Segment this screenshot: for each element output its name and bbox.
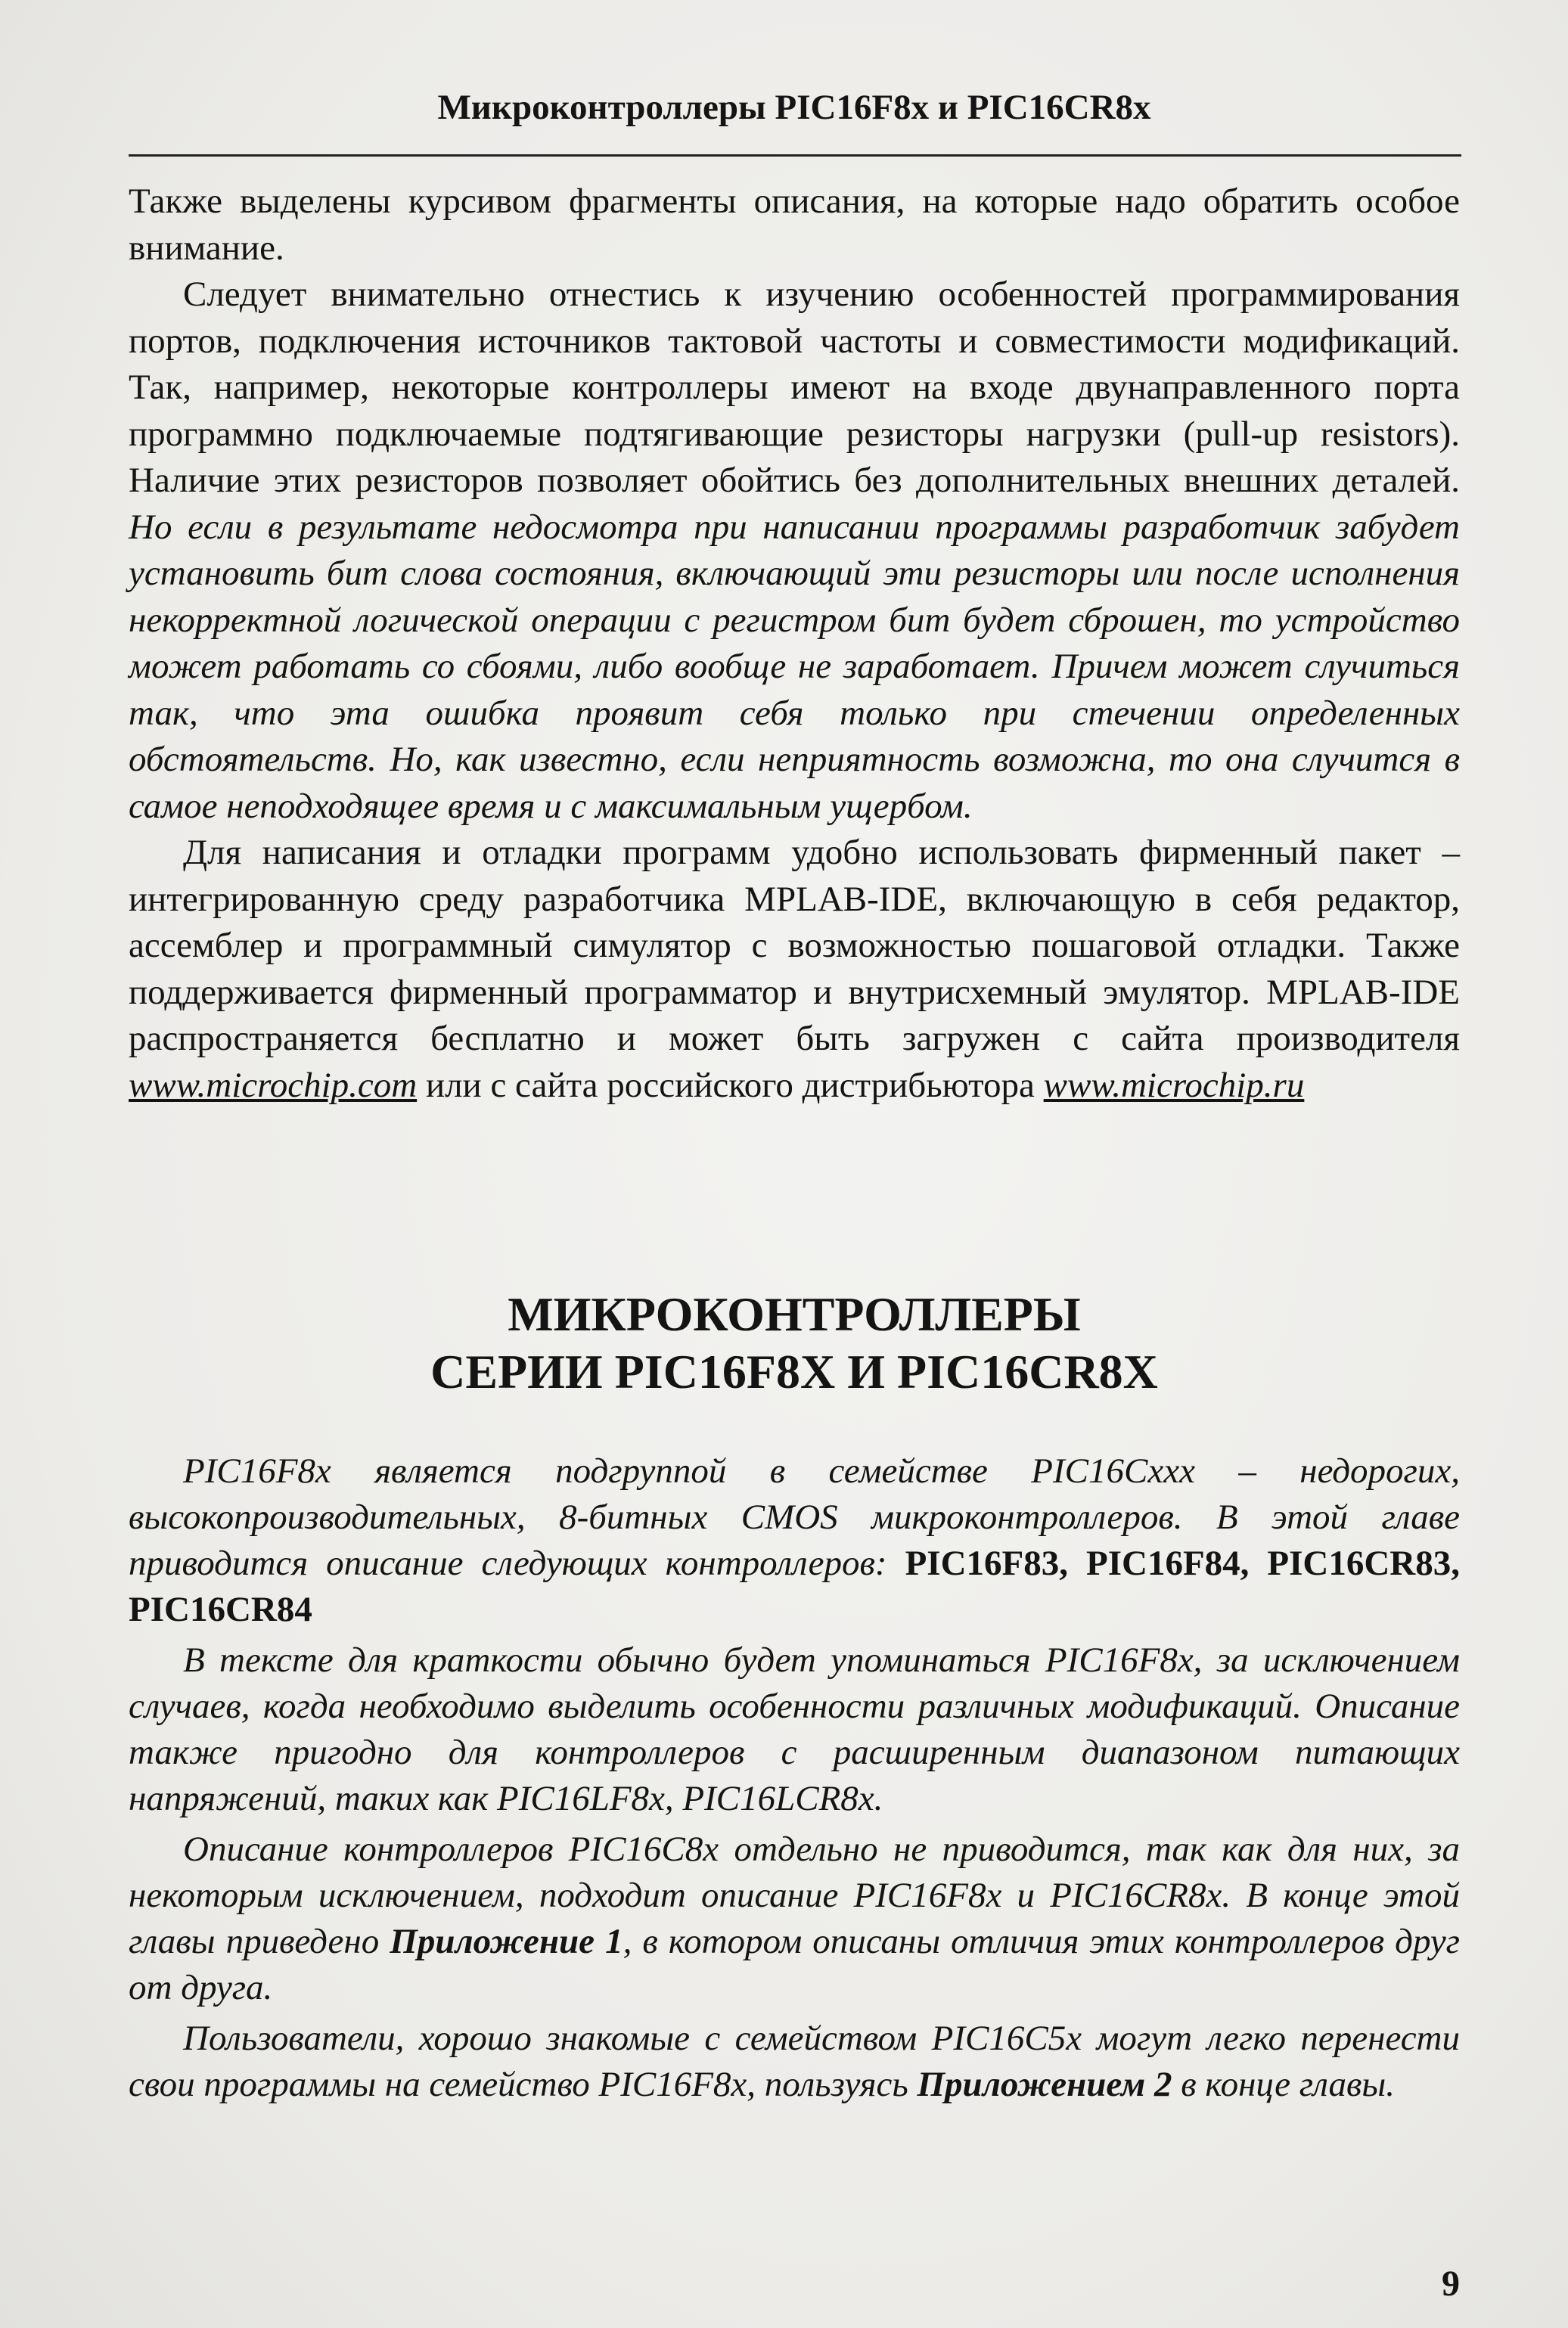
appendix-1-ref: Приложение 1 xyxy=(390,1922,623,1961)
paragraph-ports-text: Следует внимательно отнестись к изучению особенностей программирования портов, подключения источников тактовой частоты и совместимости модификаций. Так, например, некоторые контроллеры имеют на входе двунаправленного порта программно подключаемые подтягивающие резисторы нагрузки (pull-up resistors). Наличие этих резисторов позволяет обойтись без дополнительных внешних деталей. xyxy=(129,275,1460,500)
section-title xyxy=(129,1286,1460,1401)
link-microchip-ru[interactable]: www.microchip.ru xyxy=(1043,1065,1305,1105)
header-rule xyxy=(129,154,1461,157)
paragraph-mplab-text: Для написания и отладки программ удобно использовать фирменный пакет – интегрированную среду разработчика MPLAB-IDE, включающую в себя редактор, ассемблер и программный симулятор с возможностью пошаговой отладки. Также поддерживается фирменный программатор и внутрисхемный эмулятор. MPLAB-IDE распространяется бесплатно и может быть загружен с сайта производителя xyxy=(129,833,1460,1058)
intro-paragraph-4-text-2: в конце главы. xyxy=(1181,2065,1395,2104)
appendix-2-ref: Приложением 2 xyxy=(917,2065,1172,2104)
paragraph-italic-note xyxy=(129,178,1460,272)
page-number: 9 xyxy=(1442,2264,1460,2304)
intro-paragraph-2-text: В тексте для краткости обычно будет упоминаться PIC16F8x, за исключением случаев, когда необходимо выделить особенности различных модификаций. Описание также пригодно для контроллеров с расширенным диапазоном питающих напряжений, таких как PIC16LF8x, PIC16LCR8x. xyxy=(129,1640,1460,1818)
paragraph-italic-note-text: Также выделены курсивом фрагменты описания, на которые надо обратить особое внимание. xyxy=(129,182,1460,268)
intro-paragraph-3-text: Описание контроллеров PIC16C8x отдельно не приводится, так как для них, за некоторым исключением, подходит описание PIC16F8x и PIC16CR8x. В конце этой главы приведено xyxy=(129,1830,1460,1961)
running-header: Микроконтроллеры PIC16F8x и PIC16CR8x xyxy=(437,88,1151,127)
body-text xyxy=(129,178,1460,1109)
section-title-line-2: СЕРИИ PIC16F8X И PIC16CR8X xyxy=(430,1345,1158,1398)
intro-paragraph-4 xyxy=(129,2016,1460,2108)
link-microchip-com[interactable]: www.microchip.com xyxy=(129,1065,418,1105)
paragraph-ports-warning: Но если в результате недосмотра при написании программы разработчик забудет установить бит слова состояния, включающий эти резисторы или после исполнения некорректной логической операции с регистром бит будет сброшен, то устройство может работать со сбоями, либо вообще не заработает. Причем может случиться так, что эта ошибка проявит себя только при стечении определенных обстоятельств. Но, как известно, если неприятность возможна, то она случится в самое неподходящее время и с максимальным ущербом. xyxy=(129,507,1460,826)
paragraph-mplab-text-2: или с сайта российского дистрибьютора xyxy=(425,1065,1035,1105)
intro-paragraph-3 xyxy=(129,1827,1460,2011)
paragraph-mplab xyxy=(129,830,1460,1109)
intro-paragraph-1 xyxy=(129,1448,1460,1633)
intro-paragraph-4-text: Пользователи, хорошо знакомые с семейством PIC16C5x могут легко перенести свои программы на семейство PIC16F8x, пользуясь xyxy=(129,2019,1460,2104)
intro-paragraph-1-text: PIC16F8x является подгруппой в семействе PIC16Cxxx – недорогих, высокопроизводительных, 8-битных CMOS микроконтроллеров. В этой главе приводится описание следующих контроллеров: xyxy=(129,1451,1460,1583)
intro-model-list: PIC16F83, PIC16F84, PIC16CR83, PIC16CR84 xyxy=(129,1544,1460,1629)
section-intro xyxy=(129,1448,1460,2108)
section-title-line-1: МИКРОКОНТРОЛЛЕРЫ xyxy=(508,1287,1081,1341)
paragraph-ports xyxy=(129,272,1460,830)
intro-paragraph-3-text-2: , в котором описаны отличия этих контроллеров друг от друга. xyxy=(129,1922,1461,2007)
intro-paragraph-2 xyxy=(129,1637,1460,1822)
